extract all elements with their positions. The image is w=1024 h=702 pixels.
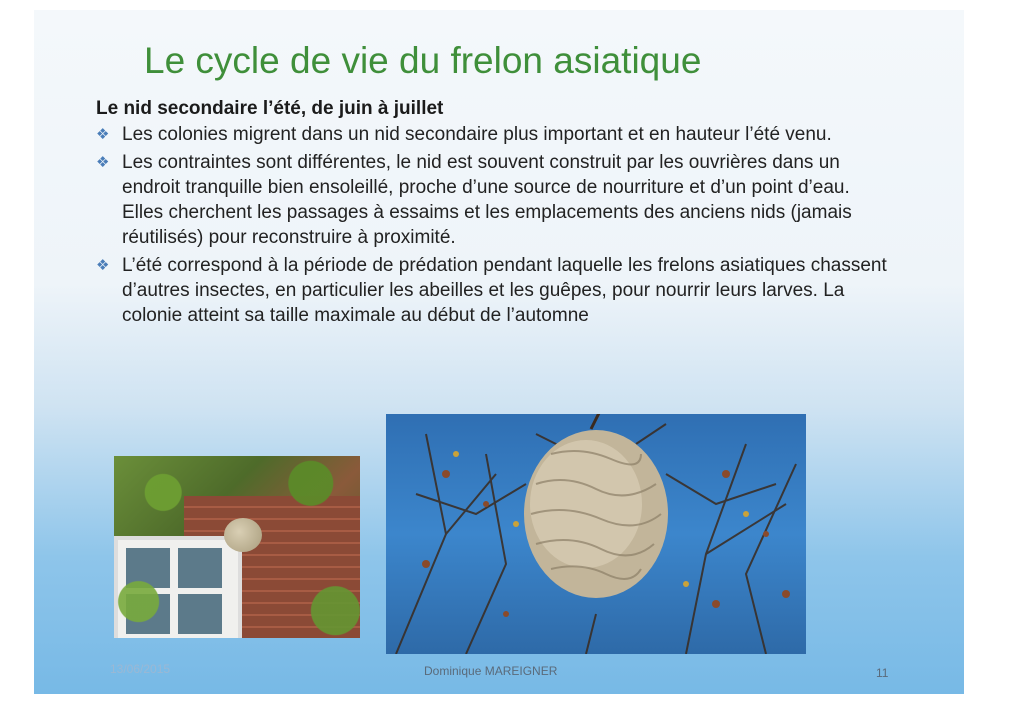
diamond-bullet-icon: ❖ (96, 126, 110, 143)
page-number: 11 (876, 666, 889, 680)
footer-date: 13/06/2015 (110, 662, 171, 676)
bullet-item (96, 253, 896, 328)
bullet-item (96, 150, 896, 250)
slide-subtitle: Le nid secondaire l’été, de juin à juillet (96, 98, 444, 119)
diamond-bullet-icon: ❖ (96, 257, 110, 274)
bullet-item (96, 122, 896, 147)
bullet-list (96, 122, 896, 331)
foliage (114, 456, 360, 638)
photo-nest-on-wall (114, 456, 360, 638)
bullet-text: Les colonies migrent dans un nid secondaire plus important et en hauteur l’été venu. (122, 124, 832, 145)
footer-author: Dominique MAREIGNER (424, 664, 558, 678)
photo-nest-in-tree (386, 414, 806, 654)
tree-nest-illustration (386, 414, 806, 654)
slide (34, 10, 964, 694)
diamond-bullet-icon: ❖ (96, 154, 110, 171)
slide-title: Le cycle de vie du frelon asiatique (144, 40, 702, 81)
bullet-text: Les contraintes sont différentes, le nid est souvent construit par les ouvrières dans un endroit tranquille bien ensoleillé, proche d’une source de nourriture et d’un point d’eau. Elles cherchent les passages à essaims et les emplacements des anciens nids (jamais réutilisés) pour reconstruire à proximité. (122, 152, 852, 248)
bullet-text: L’été correspond à la période de prédation pendant laquelle les frelons asiatiques chassent d’autres insectes, en particulier les abeilles et les guêpes, pour nourrir leurs larves. La colonie atteint sa taille maximale au début de l’automne (122, 255, 887, 326)
